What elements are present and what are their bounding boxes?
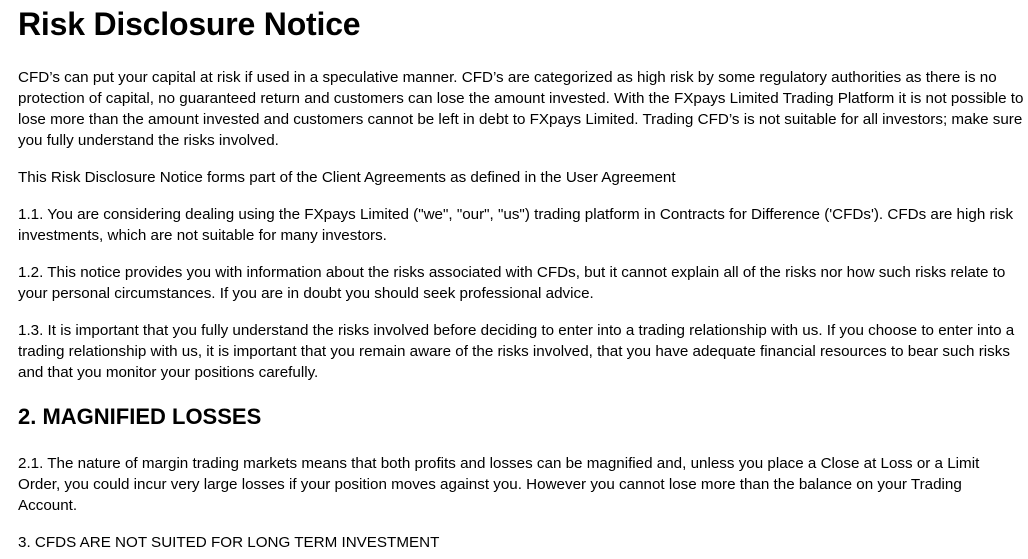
section-1-1-paragraph: 1.1. You are considering dealing using the FXpays Limited ("we", "our", "us") trading platform in Contracts for Difference ('CFDs'). CFDs are high risk investments, which are not suitable for many investors. xyxy=(18,206,1014,244)
section-1-3-paragraph: 1.3. It is important that you fully understand the risks involved before deciding to enter into a trading relationship with us. If you choose to enter into a trading relationship with us, it is important that you remain aware of the risks involved, that you have adequate financial resources to bear such risks and that you monitor your positions carefully. xyxy=(18,322,1015,381)
section-2-1-paragraph: 2.1. The nature of margin trading markets means that both profits and losses can be magnified and, unless you place a Close at Loss or a Limit Order, you could incur very large losses if your position moves against you. However you cannot lose more than the balance on your Trading Account. xyxy=(18,455,980,514)
section-2-heading: 2. MAGNIFIED LOSSES xyxy=(18,404,262,429)
section-3-heading: 3. CFDS ARE NOT SUITED FOR LONG TERM INVESTMENT xyxy=(18,534,440,551)
page-title: Risk Disclosure Notice xyxy=(18,6,361,42)
intro-paragraph-capital-risk: CFD’s can put your capital at risk if used in a speculative manner. CFD’s are categorized as high risk by some regulatory authorities as there is no protection of capital, no guaranteed return and customers can lose the amount invested. With the FXpays Limited Trading Platform it is not possible to lose more than the amount invested and customers cannot be left in debt to FXpays Limited. Trading CFD’s is not suitable for all investors; make sure you fully understand the risks involved. xyxy=(18,69,1024,149)
section-1-2-paragraph: 1.2. This notice provides you with information about the risks associated with CFDs, but it cannot explain all of the risks nor how such risks relate to your personal circumstances. If you are in doubt you should seek professional advice. xyxy=(18,264,1006,302)
intro-paragraph-agreement: This Risk Disclosure Notice forms part of the Client Agreements as defined in the User Agreement xyxy=(18,169,676,186)
